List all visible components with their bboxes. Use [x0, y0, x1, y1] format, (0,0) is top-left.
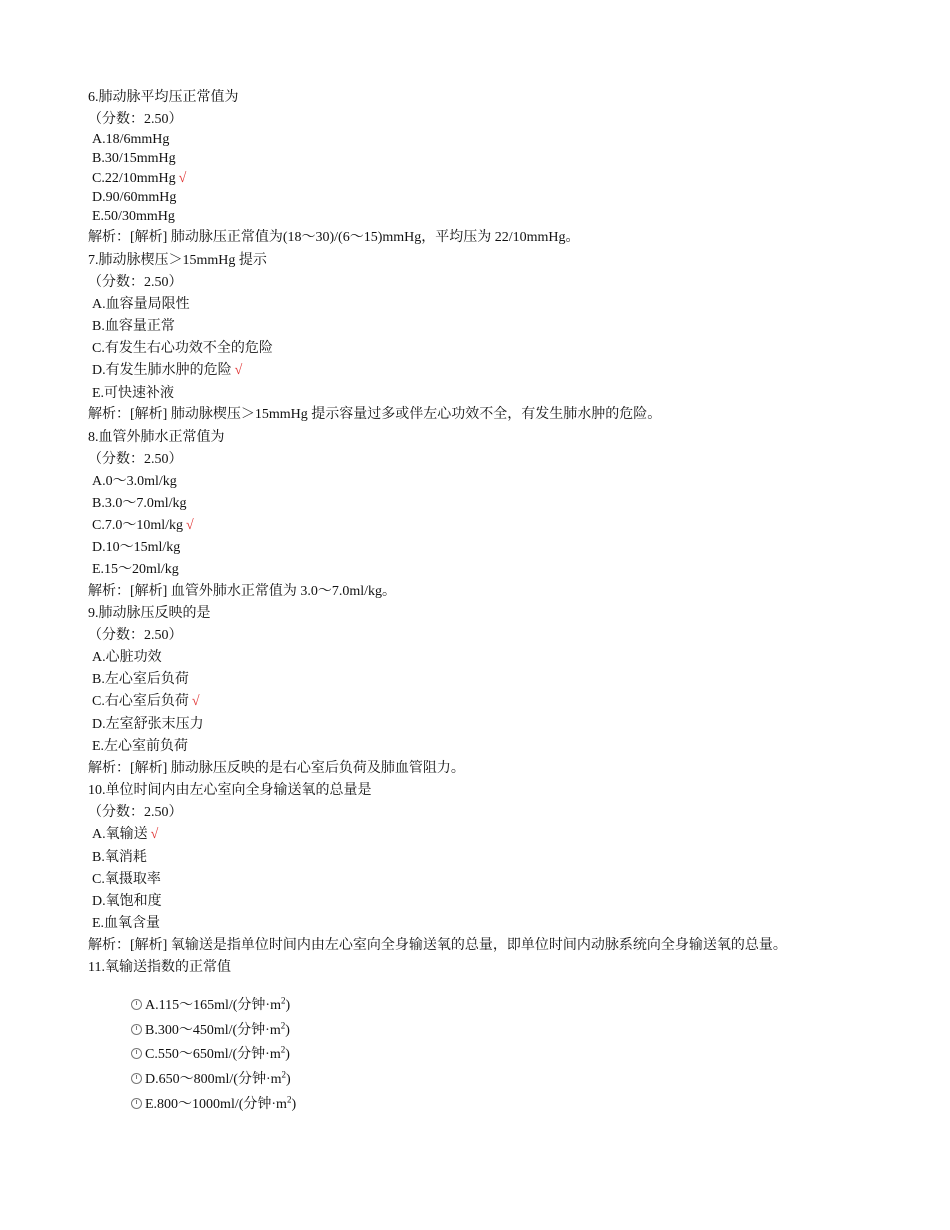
option-text: D.有发生肺水肿的危险: [92, 363, 232, 378]
option-d: [92, 362, 242, 380]
option-close: ): [285, 1023, 290, 1038]
option-c: C.有发生右心功效不全的危险: [92, 341, 273, 356]
radio-icon[interactable]: [131, 999, 142, 1010]
option-close: ): [286, 1072, 291, 1087]
question-7-title: 7.肺动脉楔压＞15mmHg 提示: [88, 253, 267, 268]
superscript: 2: [281, 1069, 286, 1080]
radio-icon[interactable]: [131, 1024, 142, 1035]
superscript: 2: [286, 1094, 292, 1105]
option-e: E.50/30mmHg: [92, 209, 175, 224]
radio-option-b[interactable]: [131, 1022, 290, 1040]
option-text: E.800～1000ml/(分钟·m: [145, 1097, 287, 1112]
option-text: D.650～800ml/(分钟·m: [145, 1072, 282, 1087]
option-d: D.左室舒张末压力: [92, 717, 204, 732]
radio-option-c[interactable]: [131, 1046, 290, 1064]
question-6-score: （分数：2.50）: [88, 112, 183, 127]
option-text: A.氧输送: [92, 827, 148, 842]
checkmark-icon: √: [191, 694, 200, 709]
option-e: E.15～20ml/kg: [92, 562, 179, 577]
option-close: ): [291, 1097, 297, 1112]
radio-icon[interactable]: [131, 1048, 142, 1059]
option-close: ): [285, 1047, 290, 1062]
option-e: E.左心室前负荷: [92, 739, 189, 754]
question-11-title: 11.氧输送指数的正常值: [88, 960, 231, 975]
option-d: D.90/60mmHg: [92, 190, 177, 205]
option-b: B.30/15mmHg: [92, 151, 176, 166]
option-text: A.115～165ml/(分钟·m: [145, 998, 281, 1013]
question-8-title: 8.血管外肺水正常值为: [88, 430, 225, 445]
option-text: C.7.0～10ml/kg: [92, 518, 184, 533]
question-9-title: 9.肺动脉压反映的是: [88, 606, 211, 621]
option-c: [92, 517, 194, 535]
question-6-title: 6.肺动脉平均压正常值为: [88, 90, 239, 105]
radio-icon[interactable]: [131, 1073, 142, 1084]
question-8-analysis: 解析：[解析] 血管外肺水正常值为 3.0～7.0ml/kg。: [88, 584, 396, 599]
option-a: [92, 826, 158, 844]
option-a: A.心脏功效: [92, 650, 162, 665]
option-b: B.3.0～7.0ml/kg: [92, 496, 187, 511]
radio-icon[interactable]: [131, 1098, 142, 1109]
checkmark-icon: √: [150, 827, 159, 842]
checkmark-icon: √: [178, 171, 187, 186]
radio-option-d[interactable]: [131, 1071, 291, 1089]
option-text: C.右心室后负荷: [92, 694, 189, 709]
option-e: E.可快速补液: [92, 386, 175, 401]
question-10-title: 10.单位时间内由左心室向全身输送氧的总量是: [88, 783, 372, 798]
option-b: B.氧消耗: [92, 850, 147, 865]
question-7-score: （分数：2.50）: [88, 275, 183, 290]
question-10-analysis: 解析：[解析] 氧输送是指单位时间内由左心室向全身输送氧的总量，即单位时间内动脉系统向全身输送氧的总量。: [88, 938, 787, 953]
question-6-analysis: 解析：[解析] 肺动脉压正常值为(18～30)/(6～15)mmHg，平均压为 22/10mmHg。: [88, 230, 580, 245]
radio-option-e[interactable]: [131, 1096, 296, 1114]
option-text: B.300～450ml/(分钟·m: [145, 1023, 281, 1038]
option-close: ): [285, 998, 291, 1013]
option-a: A.血容量局限性: [92, 297, 190, 312]
option-d: D.10～15ml/kg: [92, 540, 181, 555]
checkmark-icon: √: [234, 363, 243, 378]
option-b: B.血容量正常: [92, 319, 175, 334]
option-c: [92, 693, 200, 711]
question-8-score: （分数：2.50）: [88, 452, 183, 467]
option-c: [92, 170, 186, 188]
question-9-score: （分数：2.50）: [88, 628, 183, 643]
question-7-analysis: 解析：[解析] 肺动脉楔压＞15mmHg 提示容量过多或伴左心功效不全，有发生肺水肿的危险。: [88, 407, 662, 422]
option-c: C.氧摄取率: [92, 872, 161, 887]
question-10-score: （分数：2.50）: [88, 805, 183, 820]
option-text: C.22/10mmHg: [92, 171, 176, 186]
option-a: A.0～3.0ml/kg: [92, 474, 177, 489]
option-text: C.550～650ml/(分钟·m: [145, 1047, 281, 1062]
superscript: 2: [280, 1020, 286, 1031]
option-d: D.氧饱和度: [92, 894, 162, 909]
superscript: 2: [280, 995, 286, 1006]
option-e: E.血氧含量: [92, 916, 161, 931]
superscript: 2: [280, 1044, 286, 1055]
option-a: A.18/6mmHg: [92, 132, 170, 147]
option-b: B.左心室后负荷: [92, 672, 189, 687]
question-9-analysis: 解析：[解析] 肺动脉压反映的是右心室后负荷及肺血管阻力。: [88, 761, 465, 776]
checkmark-icon: √: [186, 518, 194, 533]
radio-option-a[interactable]: [131, 997, 290, 1015]
